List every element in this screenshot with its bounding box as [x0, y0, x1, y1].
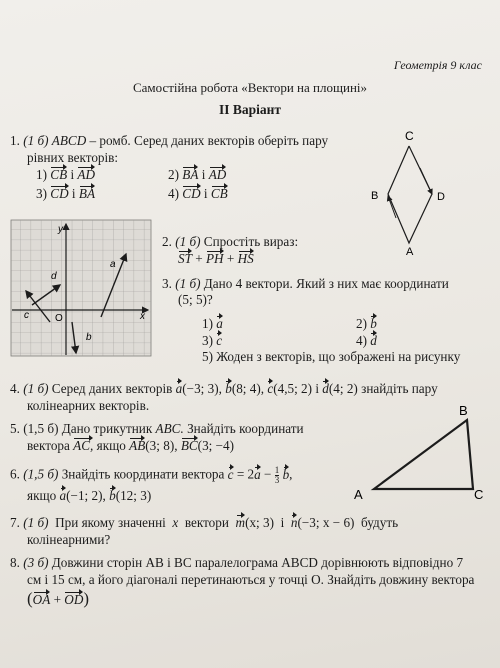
task-7-line-2: колінеарними? — [27, 532, 111, 547]
task-1-line-1: 1. (1 б) ABCD – ромб. Серед даних векторів оберіть пару — [10, 133, 329, 148]
task-1-option-2: 2) BA і AD — [168, 167, 227, 182]
task-3-option-5: 5) Жоден з векторів, що зображені на рисунку — [202, 349, 461, 364]
vector-label-a: a — [110, 259, 116, 270]
task-4-line-2: колінеарних векторів. — [27, 398, 150, 413]
rhombus-label-b: B — [371, 190, 379, 202]
task-6-line-2: якщо a(−1; 2), b(12; 3) — [27, 488, 152, 503]
rhombus-label-a: A — [406, 246, 414, 256]
task-6-line-1: 6. (1,5 б) Знайдіть координати вектора c = 2a − $\frac{1}{3}$ b, — [10, 465, 293, 485]
task-1-option-4: 4) CD і CB — [168, 186, 228, 201]
triangle-label-b: B — [459, 403, 468, 418]
task-3-option-1: 1) a — [202, 316, 223, 331]
task-4-line-1: 4. (1 б) Серед даних векторів a(−3; 3), b(8; 4), c(4,5; 2) і d(4; 2) знайдіть пару — [10, 381, 438, 396]
right-triangle-figure — [340, 402, 495, 502]
coordinate-grid-figure — [10, 219, 152, 357]
task-3-coords: (5; 5)? — [178, 292, 213, 307]
task-2-line-1: 2. (1 б) Спростіть вираз: — [162, 234, 299, 249]
task-3-option-2: 2) b — [356, 316, 377, 331]
triangle-label-c: C — [474, 487, 484, 502]
variant-heading: ІІ Варіант — [218, 102, 282, 117]
task-5-line-2: вектора AC, якщо AB(3; 8), BC(3; −4) — [27, 438, 235, 453]
grade-label: Геометрія 9 клас — [393, 58, 482, 72]
task-5-line-1: 5. (1,5 б) Дано трикутник ABC. Знайдіть координати — [10, 421, 304, 436]
task-1-option-3: 3) CD і BA — [36, 186, 96, 201]
rhombus-label-d: D — [437, 191, 445, 203]
task-3-option-4: 4) d — [356, 333, 377, 348]
task-8-expression: (OA + OD) — [27, 589, 90, 608]
origin-label: O — [55, 313, 63, 324]
rhombus-label-c: C — [405, 129, 414, 143]
axis-label-x: x — [140, 311, 145, 322]
vector-label-c: c — [24, 310, 29, 321]
vector-label-b: b — [86, 332, 92, 343]
task-3-line-1: 3. (1 б) Дано 4 вектори. Який з них має координати — [162, 276, 449, 291]
axis-label-y: y — [58, 224, 63, 235]
rhombus-figure — [360, 124, 460, 256]
triangle-label-a: A — [354, 487, 363, 502]
task-8-line-2: см і 15 см, а його діагоналі перетинаються у точці O. Знайдіть довжину вектора — [27, 572, 475, 587]
task-8-line-1: 8. (3 б) Довжини сторін AB і BC паралелограма ABCD дорівнюють відповідно 7 — [10, 555, 464, 570]
task-1-line-2: рівних векторів: — [27, 150, 119, 165]
task-2-expression: ST + PH + HS — [178, 251, 254, 266]
task-7-line-1: 7. (1 б) При якому значенні x вектори m(x; 3) і n(−3; x − 6) будуть — [10, 515, 399, 530]
task-1-option-1: 1) CB і AD — [36, 167, 96, 182]
worksheet-title: Самостійна робота «Вектори на площині» — [132, 80, 368, 95]
task-3-option-3: 3) c — [202, 333, 223, 348]
vector-label-d: d — [51, 271, 57, 282]
